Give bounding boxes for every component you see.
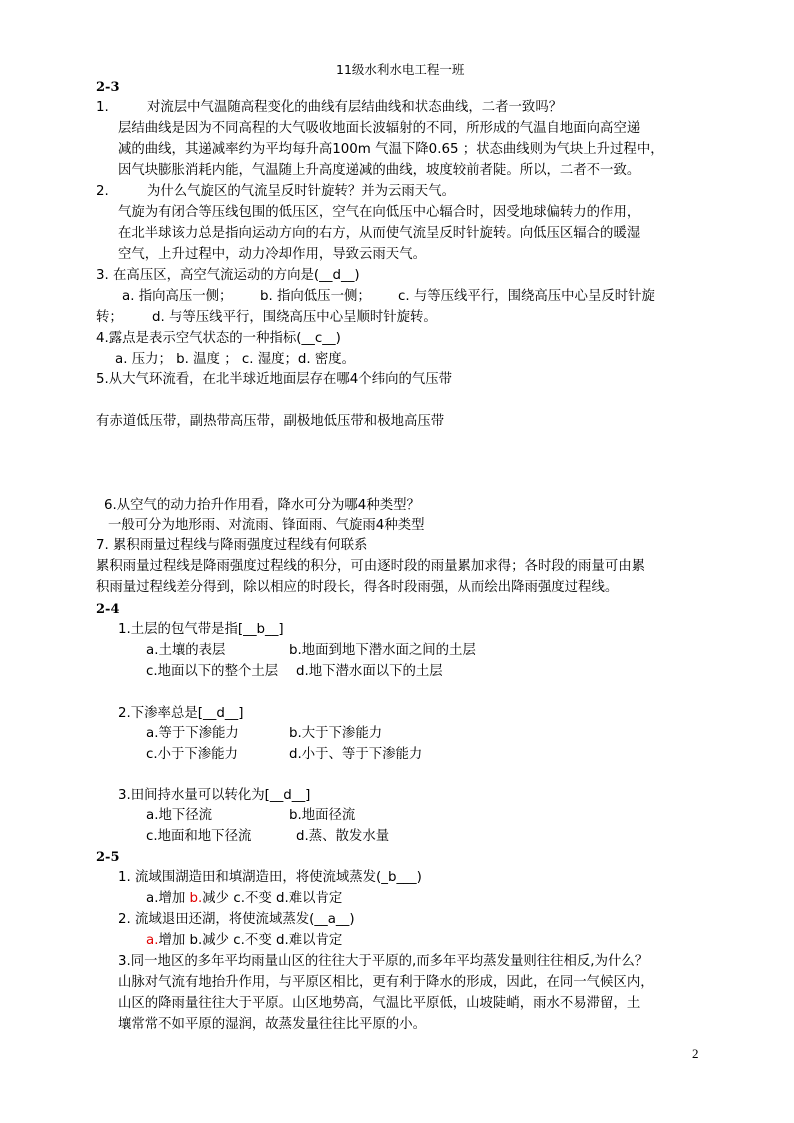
s24-q2-option-d: d.小于、等于下渗能力 — [289, 747, 423, 762]
s25-q1-options — [146, 889, 342, 909]
answer-6: 一般可分为地形雨、对流雨、锋面雨、气旋雨4种类型 — [108, 518, 425, 533]
question-2: 为什么气旋区的气流呈反时针旋转？并为云雨天气。 — [147, 184, 455, 199]
s24-q2-option-b: b.大于下渗能力 — [289, 726, 383, 741]
answer-7-line-2: 积雨量过程线差分得到，除以相应的时段长，得各时段雨强，从而绘出降雨强度过程线。 — [96, 580, 619, 595]
s24-q1-option-b: b.地面到地下潜水面之间的土层 — [289, 643, 476, 658]
question-3-option-a: a. 指向高压一侧； — [122, 289, 233, 304]
s25-q1-option-b-letter: b. — [189, 891, 203, 906]
answer-1-line-1: 层结曲线是因为不同高程的大气吸收地面长波辐射的不同，所形成的气温自地面向高空递 — [118, 121, 641, 136]
s24-q2-option-c: c.小于下渗能力 — [146, 747, 238, 762]
answer-2-line-1: 气旋为有闭合等压线包围的低压区，空气在向低压中心辐合时，因受地球偏转力的作用， — [118, 205, 641, 220]
s25-q1-option-b-text: 减少 — [202, 891, 230, 906]
page-number: 2 — [692, 1046, 699, 1061]
s25-question-1: 1. 流域围湖造田和填湖造田，将使流域蒸发(_b___) — [118, 870, 422, 885]
s24-question-3: 3.田间持水量可以转化为[__d__] — [118, 788, 311, 803]
s24-q2-option-a: a.等于下渗能力 — [146, 726, 239, 741]
s25-answer-3-line-1: 山脉对气流有地抬升作用，与平原区相比，更有利于降水的形成，因此，在同一气候区内， — [118, 975, 654, 990]
answer-1-line-2: 减的曲线，其递减率约为平均每升高100m 气温下降0.65 ；状态曲线则为气块上升过程中， — [118, 142, 664, 157]
question-2-number: 2. — [96, 184, 109, 199]
section-heading-2-3: 2-3 — [96, 80, 120, 95]
s24-q1-option-c: c.地面以下的整个土层 — [146, 664, 279, 679]
s24-q3-option-a: a.地下径流 — [146, 808, 213, 823]
s25-question-2: 2. 流域退田还湖，将使流域蒸发(__a__) — [118, 912, 355, 927]
s25-q2-option-a-letter: a. — [146, 933, 159, 948]
section-heading-2-4: 2-4 — [96, 602, 120, 617]
s24-q1-option-a: a.土壤的表层 — [146, 643, 226, 658]
question-1: 对流层中气温随高程变化的曲线有层结曲线和状态曲线，二者一致吗？ — [147, 100, 563, 115]
s24-q3-option-c: c.地面和地下径流 — [146, 829, 252, 844]
s25-answer-3-line-3: 壤常常不如平原的湿润，故蒸发量往往比平原的小。 — [118, 1017, 426, 1032]
s25-q2-options — [146, 931, 342, 951]
answer-2-line-3: 空气，上升过程中，动力冷却作用，导致云雨天气。 — [118, 247, 426, 262]
question-3-option-c: c. 与等压线平行，围绕高压中心呈反时针旋 — [398, 289, 655, 304]
question-6: 6.从空气的动力抬升作用看，降水可分为哪4种类型？ — [104, 498, 420, 513]
question-3-option-c-cont: 转； — [96, 310, 123, 325]
s24-question-1: 1.土层的包气带是指[__b__] — [118, 622, 284, 637]
answer-2-line-2: 在北半球该力总是指向运动方向的右方，从而使气流呈反时针旋转。向低压区辐合的暖湿 — [118, 226, 641, 241]
s25-answer-3-line-2: 山区的降雨量往往大于平原。山区地势高，气温比平原低，山坡陡峭，雨水不易滞留，土 — [118, 996, 641, 1011]
s25-q2-option-rest: b.减少 c.不变 d.难以肯定 — [189, 933, 343, 948]
question-4-options: a. 压力； b. 温度 ； c. 湿度；d. 密度。 — [115, 352, 356, 367]
s24-q3-option-d: d.蒸、散发水量 — [296, 829, 390, 844]
page-header: 11级水利水电工程一班 — [336, 62, 465, 77]
answer-5: 有赤道低压带，副热带高压带，副极地低压带和极地高压带 — [96, 414, 445, 429]
question-5: 5.从大气环流看，在北半球近地面层存在哪4个纬向的气压带 — [96, 372, 453, 387]
s25-q2-option-a-text: 增加 — [158, 933, 186, 948]
answer-1-line-3: 因气块膨胀消耗内能，气温随上升高度递减的曲线，坡度较前者陡。所以，二者不一致。 — [118, 163, 641, 178]
section-heading-2-5: 2-5 — [96, 850, 120, 865]
s24-question-2: 2.下渗率总是[__d__] — [118, 706, 244, 721]
s25-q1-option-a: a.增加 — [146, 891, 186, 906]
question-4: 4.露点是表示空气状态的一种指标(__c__) — [96, 331, 341, 346]
question-7: 7. 累积雨量过程线与降雨强度过程线有何联系 — [96, 538, 368, 553]
s25-q1-option-rest: c.不变 d.难以肯定 — [233, 891, 343, 906]
s25-question-3: 3.同一地区的多年平均雨量山区的往往大于平原的,而多年平均蒸发量则往往相反,为什么？ — [118, 954, 649, 969]
s24-q3-option-b: b.地面径流 — [289, 808, 356, 823]
question-3-option-d: d. 与等压线平行，围绕高压中心呈顺时针旋转。 — [152, 310, 437, 325]
question-3-option-b: b. 指向低压一侧； — [260, 289, 371, 304]
answer-7-line-1: 累积雨量过程线是降雨强度过程线的积分，可由逐时段的雨量累加求得；各时段的雨量可由累 — [96, 559, 646, 574]
s24-q1-option-d: d.地下潜水面以下的土层 — [296, 664, 443, 679]
question-3: 3. 在高压区，高空气流运动的方向是(__d__) — [96, 268, 360, 283]
question-1-number: 1. — [96, 100, 109, 115]
